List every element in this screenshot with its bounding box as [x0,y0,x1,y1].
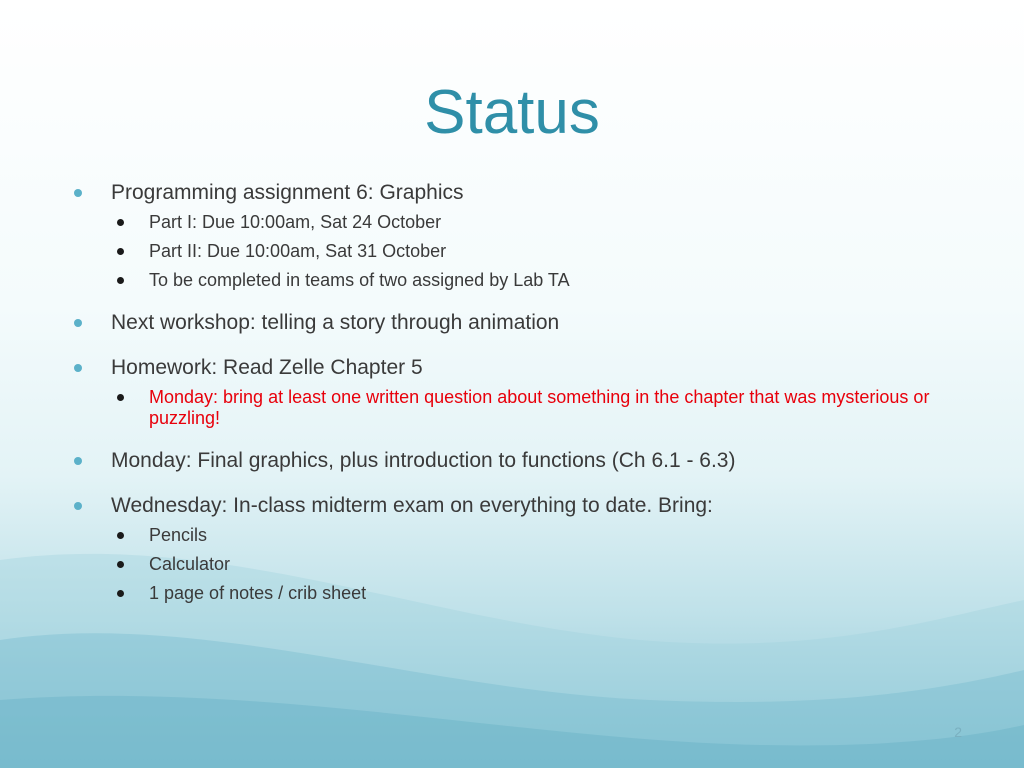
sub-bullet-icon [117,532,124,539]
sub-bullet-item [0,212,1024,233]
sub-bullet-text: 1 page of notes / crib sheet [149,583,367,603]
sub-bullet-item-highlight [0,387,1024,429]
sub-bullet-icon [117,219,124,226]
bullet-icon [74,364,82,372]
sub-bullet-text: Part I: Due 10:00am, Sat 24 October [149,212,442,232]
sub-bullet-icon [117,394,124,401]
sub-bullet-text: Monday: bring at least one written question about something in the chapter that was mysterious or puzzling! [149,387,930,428]
bullet-text: Wednesday: In-class midterm exam on everything to date. Bring: [111,494,713,517]
bullet-icon [74,502,82,510]
bullet-text: Homework: Read Zelle Chapter 5 [111,356,423,379]
bullet-icon [74,189,82,197]
slide-title: Status [424,78,600,147]
sub-bullet-item [0,583,1024,604]
page-number: 2 [954,724,962,740]
bullet-text: Next workshop: telling a story through animation [111,311,560,334]
bullet-item [0,493,1024,519]
bullet-icon [74,319,82,327]
sub-bullet-item [0,525,1024,546]
sub-bullet-icon [117,248,124,255]
bullet-text: Programming assignment 6: Graphics [111,181,464,204]
bullet-text: Monday: Final graphics, plus introduction to functions (Ch 6.1 - 6.3) [111,449,736,472]
sub-bullet-item [0,241,1024,262]
sub-bullet-text: Calculator [149,554,231,574]
bullet-item [0,355,1024,381]
sub-bullet-icon [117,590,124,597]
bullet-item [0,448,1024,474]
sub-bullet-icon [117,561,124,568]
slide-content [0,180,1024,604]
sub-bullet-text: Part II: Due 10:00am, Sat 31 October [149,241,447,261]
sub-bullet-text: To be completed in teams of two assigned by Lab TA [149,270,570,290]
sub-bullet-text: Pencils [149,525,208,545]
bullet-item [0,180,1024,206]
sub-bullet-icon [117,277,124,284]
sub-bullet-item [0,554,1024,575]
bullet-item [0,310,1024,336]
bullet-icon [74,457,82,465]
sub-bullet-item [0,270,1024,291]
